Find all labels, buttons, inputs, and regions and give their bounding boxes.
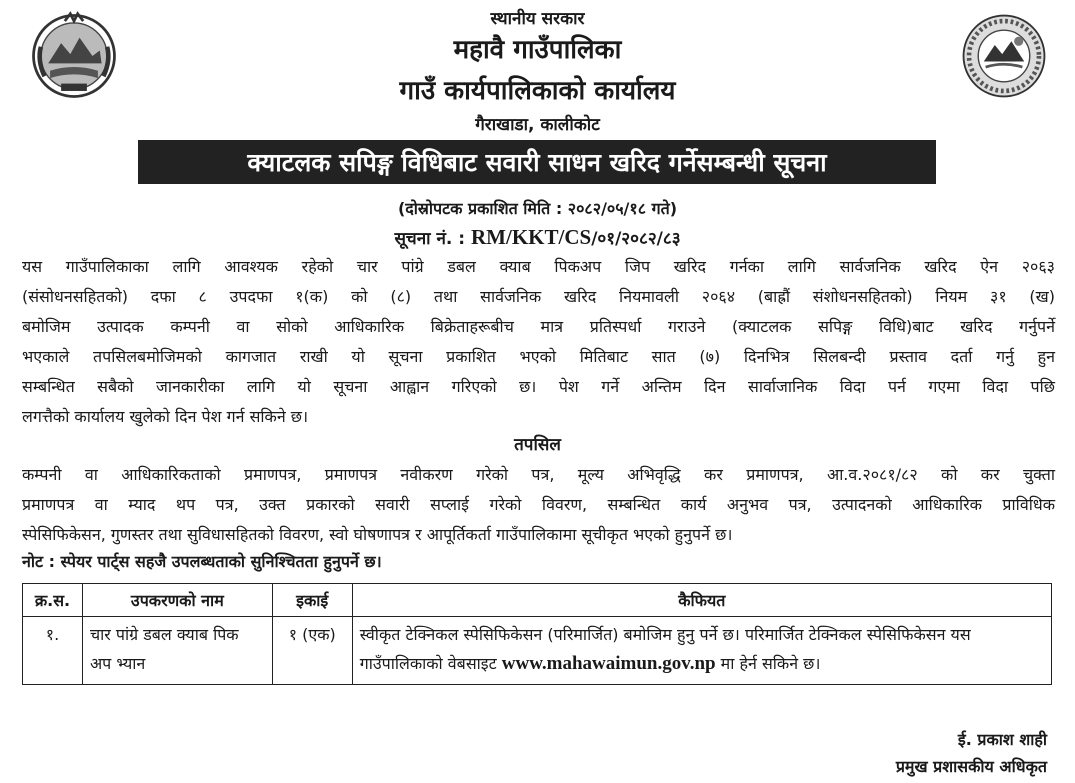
- office-location: गैराखाडा, कालीकोट: [475, 115, 600, 135]
- notice-number-code: RM/KKT/CS: [471, 225, 592, 249]
- signatory-designation: प्रमुख प्रशासकीय अधिकृत: [895, 757, 1047, 776]
- website-link[interactable]: www.mahawaimun.gov.np: [501, 653, 716, 674]
- signatory-name: ई. प्रकाश शाही: [957, 730, 1047, 749]
- body-paragraph-line: बमोजिम उत्पादक कम्पनी वा सोको आधिकारिक बिक्रेताहरूबीच मात्र प्रतिस्पर्धा गराउने (क्याटलक सपिङ्ग विधि)बाट खरिद गर्नुपर्ने: [22, 317, 1055, 336]
- remarks-text-end: मा हेर्न सकिने छ।: [715, 654, 821, 673]
- schedule-line: स्पेसिफिकेसन, गुणस्तर तथा सुविधासहितको विवरण, स्वो घोषणापत्र र आपूर्तिकर्ता गाउँपालिकामा सूचीकृत भएको हुनुपर्ने छ।: [22, 525, 733, 544]
- body-paragraph-line: यस गाउँपालिकाका लागि आवश्यक रहेको चार पांग्रे डबल क्याब पिकअप जिप खरिद गर्नका लागि सार्वजनिक खरिद ऐन २०६३: [22, 257, 1055, 276]
- cell-sn: १.: [23, 617, 83, 685]
- body-paragraph-line: भएकाले तपसिलबमोजिमको कागजात राखी यो सूचना प्रकाशित भएको मितिबाट सात (७) दिनभित्र सिलबन्दी प्रस्ताव दर्ता गर्नु हुन: [22, 347, 1055, 366]
- spare-parts-note: नोट : स्पेयर पार्ट्स सहजै उपलब्धताको सुनिश्चितता हुनुपर्ने छ।: [22, 552, 382, 571]
- schedule-heading: तपसिल: [514, 435, 561, 455]
- notice-number: [0, 225, 1075, 250]
- remarks-text: स्वीकृत टेक्निकल स्पेसिफिकेसन (परिमार्जित) बमोजिम हुनु पर्ने छ। परिमार्जित टेक्निकल स्पेसिफिकेसन यस गाउँपालिकाको वेबसाइट: [359, 625, 971, 673]
- table-header-row: [23, 584, 1052, 617]
- government-level-text: स्थानीय सरकार: [490, 9, 585, 29]
- schedule-line: कम्पनी वा आधिकारिकताको प्रमाणपत्र, प्रमाणपत्र नवीकरण गरेको पत्र, मूल्य अभिवृद्धि कर प्रमाणपत्र, आ.व.२०८१/८२ को कर चुक्ता: [22, 465, 1055, 484]
- col-header-equipment-name: उपकरणको नाम: [82, 584, 272, 617]
- body-paragraph-line: (संसोधनसहितको) दफा ८ उपदफा १(क) को (८) तथा सार्वजनिक खरिद नियमावली २०६४ (बाह्रौं संशोधनसहितको) नियम ३१ (ख): [22, 287, 1055, 306]
- cell-remarks: [352, 617, 1051, 685]
- notice-number-suffix: /०१/२०८२/८३: [591, 229, 681, 249]
- municipality-name: महावै गाउँपालिका: [453, 35, 622, 65]
- col-header-remarks: कैफियत: [352, 584, 1051, 617]
- office-name: गाउँ कार्यपालिकाको कार्यालय: [399, 76, 676, 106]
- publication-date: (दोस्रोपटक प्रकाशित मिति : २०८२/०५/१८ गते): [397, 199, 678, 218]
- equipment-table: [22, 583, 1052, 685]
- body-paragraph-line: लगत्तैको कार्यालय खुलेको दिन पेश गर्न सकिने छ।: [22, 407, 309, 426]
- notice-title: क्याटलक सपिङ्ग विधिबाट सवारी साधन खरिद गर्नेसम्बन्धी सूचना: [138, 140, 936, 184]
- notice-number-label: सूचना नं. :: [394, 229, 472, 249]
- cell-unit: १ (एक): [272, 617, 352, 685]
- cell-equipment-name: चार पांग्रे डबल क्याब पिक अप भ्यान: [82, 617, 272, 685]
- body-paragraph-line: सम्बन्धित सबैको जानकारीका लागि यो सूचना आह्वान गरिएको छ। पेश गर्ने अन्तिम दिन सार्वाजानिक विदा पर्न गएमा विदा पछि: [22, 377, 1055, 396]
- col-header-unit: इकाई: [272, 584, 352, 617]
- col-header-sn: क्र.स.: [23, 584, 83, 617]
- schedule-line: प्रमाणपत्र वा म्याद थप पत्र, उक्त प्रकारको सवारी सप्लाई गरेको विवरण, सम्बन्धित कार्य अनुभव पत्र, उत्पादनको आधिकारिक प्राविधिक: [22, 495, 1055, 514]
- table-row: [23, 617, 1052, 685]
